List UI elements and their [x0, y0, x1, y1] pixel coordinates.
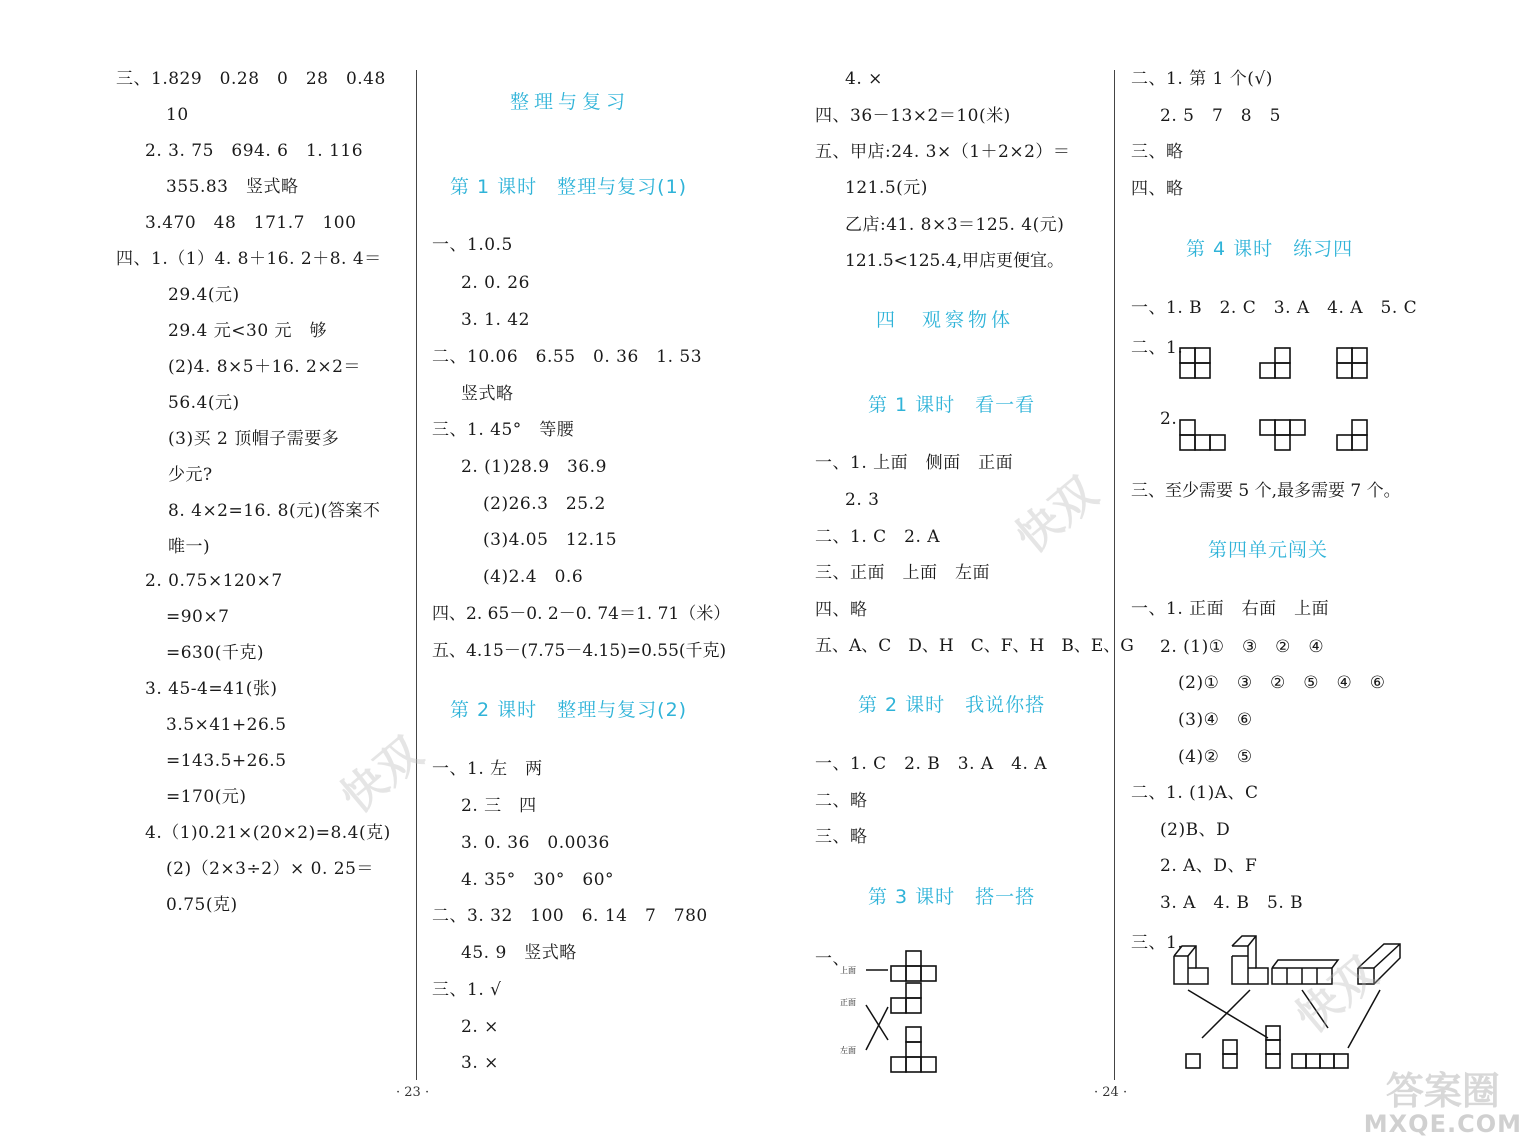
watermark: 快双	[1006, 467, 1107, 564]
site-logo	[1364, 1071, 1522, 1137]
answer-line: 三、至少需要 5 个,最多需要 7 个。	[1131, 481, 1401, 501]
answer-line: 二、1. C 2. A	[815, 527, 941, 547]
answer-line: 29.4 元<30 元 够	[168, 321, 328, 341]
answer-line: 45. 9 竖式略	[461, 943, 577, 963]
answer-line: 10	[166, 105, 189, 125]
views-figures-row-2	[1176, 414, 1376, 454]
answer-line: 3.470 48 171.7 100	[145, 213, 357, 233]
lesson-title: 第 3 课时 搭一搭	[868, 886, 1036, 908]
answer-line: 三、1. 45° 等腰	[432, 420, 575, 440]
answer-line: 4.（1)0.21×(20×2)=8.4(克)	[145, 823, 391, 843]
answer-line: (4)② ⑤	[1178, 747, 1253, 767]
answer-line: (2)4. 8×5＋16. 2×2＝	[168, 357, 361, 377]
answer-line: 8. 4×2=16. 8(元)(答案不	[168, 501, 381, 521]
answer-line: (2)（2×3÷2）× 0. 25＝	[166, 859, 374, 879]
column-divider-2	[1114, 70, 1115, 1080]
answer-line: 0.75(克)	[166, 895, 238, 915]
answer-line: 少元?	[168, 465, 213, 485]
answer-line: 355.83 竖式略	[166, 177, 299, 197]
answer-line: (3)4.05 12.15	[483, 530, 618, 550]
answer-line: 二、1. 第 1 个(√)	[1131, 69, 1273, 89]
answer-line: =90×7	[166, 607, 230, 627]
answer-line: 4. 35° 30° 60°	[461, 870, 615, 890]
answer-line: 2. 0. 26	[461, 273, 530, 293]
answer-line: 3. ×	[461, 1053, 499, 1073]
label-top-view: 上面	[840, 966, 856, 975]
answer-line: 2. A、D、F	[1160, 856, 1258, 876]
answer-line: 一、1. 正面 右面 上面	[1131, 599, 1330, 619]
answer-line: 三、正面 上面 左面	[815, 563, 990, 583]
answer-line: 121.5<125.4,甲店更便宜。	[845, 251, 1064, 271]
answer-line: 二、3. 32 100 6. 14 7 780	[432, 906, 708, 926]
answer-line: (4)2.4 0.6	[483, 567, 584, 587]
answer-line: 一、1. 上面 侧面 正面	[815, 453, 1014, 473]
answer-line: 竖式略	[461, 384, 514, 404]
label-front-view: 正面	[840, 998, 856, 1007]
lesson-title: 第 1 课时 看一看	[868, 394, 1036, 416]
answer-line: 2. 3. 75 694. 6 1. 116	[145, 141, 364, 161]
answer-line: 一、1.0.5	[432, 235, 513, 255]
answer-line: 四、1.（1）4. 8＋16. 2＋8. 4＝	[116, 249, 382, 269]
answer-line: 3. A 4. B 5. B	[1160, 893, 1304, 913]
answer-line: 2. 3	[845, 490, 880, 510]
answer-line: 一、1. C 2. B 3. A 4. A	[815, 754, 1048, 774]
logo-title: 答案圈	[1385, 1069, 1500, 1113]
answer-line: =143.5+26.5	[166, 751, 287, 771]
answer-line: 2. 0.75×120×7	[145, 571, 283, 591]
answer-line: 二、1. (1)A、C	[1131, 783, 1259, 803]
answer-line: 四、略	[1131, 179, 1184, 199]
answer-line: (2)B、D	[1160, 820, 1231, 840]
answer-line: 四、略	[815, 600, 868, 620]
answer-line: 2.	[1160, 409, 1178, 429]
views-matching-figure	[838, 945, 948, 1075]
lesson-title: 第 1 课时 整理与复习(1)	[450, 176, 688, 198]
answer-line: 3. 0. 36 0.0036	[461, 833, 610, 853]
answer-line: 3. 45-4=41(张)	[145, 679, 278, 699]
answer-line: 2. ×	[461, 1017, 499, 1037]
unit-title: 四 观察物体	[876, 309, 1015, 331]
answer-line: 56.4(元)	[168, 393, 240, 413]
answer-line: (2)26.3 25.2	[483, 494, 606, 514]
answer-line: 2. 三 四	[461, 796, 537, 816]
watermark: 快双	[331, 727, 432, 824]
answer-line: 一、1. 左 两	[432, 759, 543, 779]
page-number-left: · 23 ·	[396, 1085, 430, 1100]
answer-line: 2. 5 7 8 5	[1160, 106, 1281, 126]
answer-line: 二、10.06 6.55 0. 36 1. 53	[432, 347, 703, 367]
answer-line: 二、1.	[1131, 338, 1184, 358]
lesson-title: 第 2 课时 我说你搭	[858, 694, 1046, 716]
answer-line: 3.5×41+26.5	[166, 715, 287, 735]
answer-line: 三、1.	[1131, 933, 1184, 953]
lesson-title: 第 4 课时 练习四	[1186, 238, 1354, 260]
answer-line: 唯一)	[168, 537, 211, 557]
unit-test-title: 第四单元闯关	[1208, 539, 1329, 561]
answer-line: 四、2. 65－0. 2－0. 74＝1. 71（米）	[432, 604, 731, 624]
column-divider-1	[416, 70, 417, 1080]
answer-line: 乙店:41. 8×3＝125. 4(元)	[845, 215, 1065, 235]
answer-line: 三、1.829 0.28 0 28 0.48	[116, 69, 386, 89]
answer-line: 4. ×	[845, 69, 883, 89]
answer-line: 121.5(元)	[845, 178, 928, 198]
answer-line: =630(千克)	[166, 643, 264, 663]
views-figures-row-1	[1176, 344, 1376, 384]
lesson-title: 第 2 课时 整理与复习(2)	[450, 699, 688, 721]
answer-line: 2. (1)① ③ ② ④	[1160, 637, 1325, 657]
answer-line: 五、A、C D、H C、F、H B、E、G	[815, 636, 1134, 656]
answer-line: 五、甲店:24. 3×（1＋2×2）＝	[815, 142, 1071, 162]
answer-line: 29.4(元)	[168, 285, 240, 305]
answer-line: =170(元)	[166, 787, 247, 807]
answer-line: 一、	[815, 949, 850, 969]
answer-line: 3. 1. 42	[461, 310, 530, 330]
section-title: 整理与复习	[510, 91, 631, 113]
answer-line: 2. (1)28.9 36.9	[461, 457, 607, 477]
answer-line: 二、略	[815, 791, 868, 811]
label-left-view: 左面	[840, 1046, 856, 1055]
page-number-right: · 24 ·	[1094, 1085, 1128, 1100]
answer-line: (3)买 2 顶帽子需要多	[168, 429, 340, 449]
answer-line: 四、36－13×2＝10(米)	[815, 106, 1011, 126]
logo-url: MXQE.COM	[1363, 1110, 1522, 1138]
answer-line: 三、略	[1131, 142, 1184, 162]
answer-line: 一、1. B 2. C 3. A 4. A 5. C	[1131, 298, 1418, 318]
answer-line: (2)① ③ ② ⑤ ④ ⑥	[1178, 673, 1386, 693]
answer-line: 三、1. √	[432, 980, 502, 1000]
answer-line: 三、略	[815, 827, 868, 847]
answer-line: 五、4.15－(7.75－4.15)=0.55(千克)	[432, 641, 727, 661]
watermark: 快双	[1286, 947, 1387, 1044]
answer-line: (3)④ ⑥	[1178, 710, 1253, 730]
